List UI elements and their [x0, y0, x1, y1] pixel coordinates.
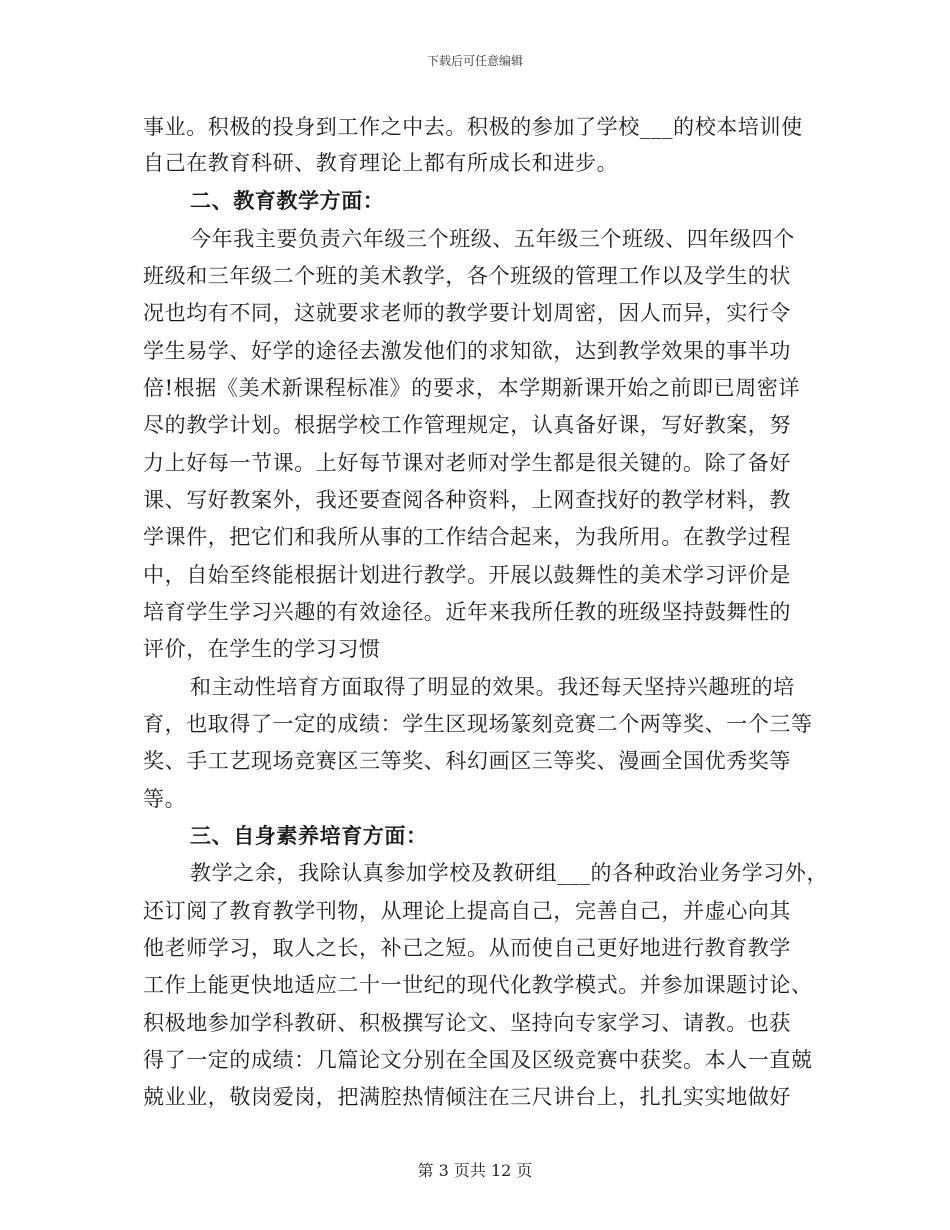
paragraph-line: 今年我主要负责六年级三个班级、五年级三个班级、四年级四个: [190, 227, 795, 251]
paragraph-line: 教学之余，我除认真参加学校及教研组___的各种政治业务学习外，: [190, 861, 829, 885]
paragraph-line: 班级和三年级二个班的美术教学，各个班级的管理工作以及学生的状: [143, 264, 791, 288]
page-header: 下载后可任意编辑: [426, 54, 523, 68]
paragraph-line: 工作上能更快地适应二十一世纪的现代化教学模式。并参加课题讨论、: [143, 973, 813, 997]
page-footer: 第 3 页共 12 页: [417, 1161, 533, 1180]
paragraph-line: 育，也取得了一定的成绩：学生区现场篆刻竞赛二个两等奖、一个三等: [143, 712, 813, 736]
paragraph-line: 事业。积极的投身到工作之中去。积极的参加了学校___的校本培训使: [143, 115, 803, 139]
paragraph-line: 他老师学习，取人之长，补己之短。从而使自己更好地进行教育教学: [143, 936, 791, 960]
paragraph-line: 和主动性培育方面取得了明显的效果。我还每天坚持兴趣班的培: [190, 675, 795, 699]
paragraph-line: 课、写好教案外，我还要查阅各种资料，上网查找好的教学材料，教: [143, 488, 791, 512]
paragraph-line: 倍!根据《美术新课程标准》的要求，本学期新课开始之前即已周密详: [143, 376, 801, 400]
paragraph-line: 学生易学、好学的途径去激发他们的求知欲，达到教学效果的事半功: [143, 339, 791, 363]
paragraph-line: 兢业业，敬岗爱岗，把满腔热情倾注在三尺讲台上，扎扎实实地做好: [143, 1085, 791, 1109]
paragraph-line: 奖、手工艺现场竞赛区三等奖、科幻画区三等奖、漫画全国优秀奖等: [143, 749, 791, 773]
paragraph-line: 尽的教学计划。根据学校工作管理规定，认真备好课，写好教案，努: [143, 413, 791, 437]
paragraph-line: 评价，在学生的学习习惯: [143, 637, 381, 661]
paragraph-line: 等。: [143, 787, 187, 811]
paragraph-line: 中，自始至终能根据计划进行教学。开展以鼓舞性的美术学习评价是: [143, 563, 791, 587]
paragraph-line: 学课件，把它们和我所从事的工作结合起来，为我所用。在教学过程: [143, 525, 791, 549]
paragraph-line: 还订阅了教育教学刊物，从理论上提高自己，完善自己，并虚心向其: [143, 899, 791, 923]
paragraph-line: 况也均有不同，这就要求老师的教学要计划周密，因人而异，实行令: [143, 301, 791, 325]
section-heading: 三、自身素养培育方面：: [190, 823, 428, 848]
paragraph-line: 自己在教育科研、教育理论上都有所成长和进步。: [143, 151, 619, 175]
section-heading: 二、教育教学方面：: [190, 188, 385, 213]
paragraph-line: 培育学生学习兴趣的有效途径。近年来我所任教的班级坚持鼓舞性的: [143, 600, 791, 624]
paragraph-line: 力上好每一节课。上好每节课对老师对学生都是很关键的。除了备好: [143, 451, 791, 475]
paragraph-line: 积极地参加学科教研、积极撰写论文、坚持向专家学习、请教。也获: [143, 1011, 791, 1035]
paragraph-line: 得了一定的成绩：几篇论文分别在全国及区级竞赛中获奖。本人一直兢: [143, 1048, 813, 1072]
